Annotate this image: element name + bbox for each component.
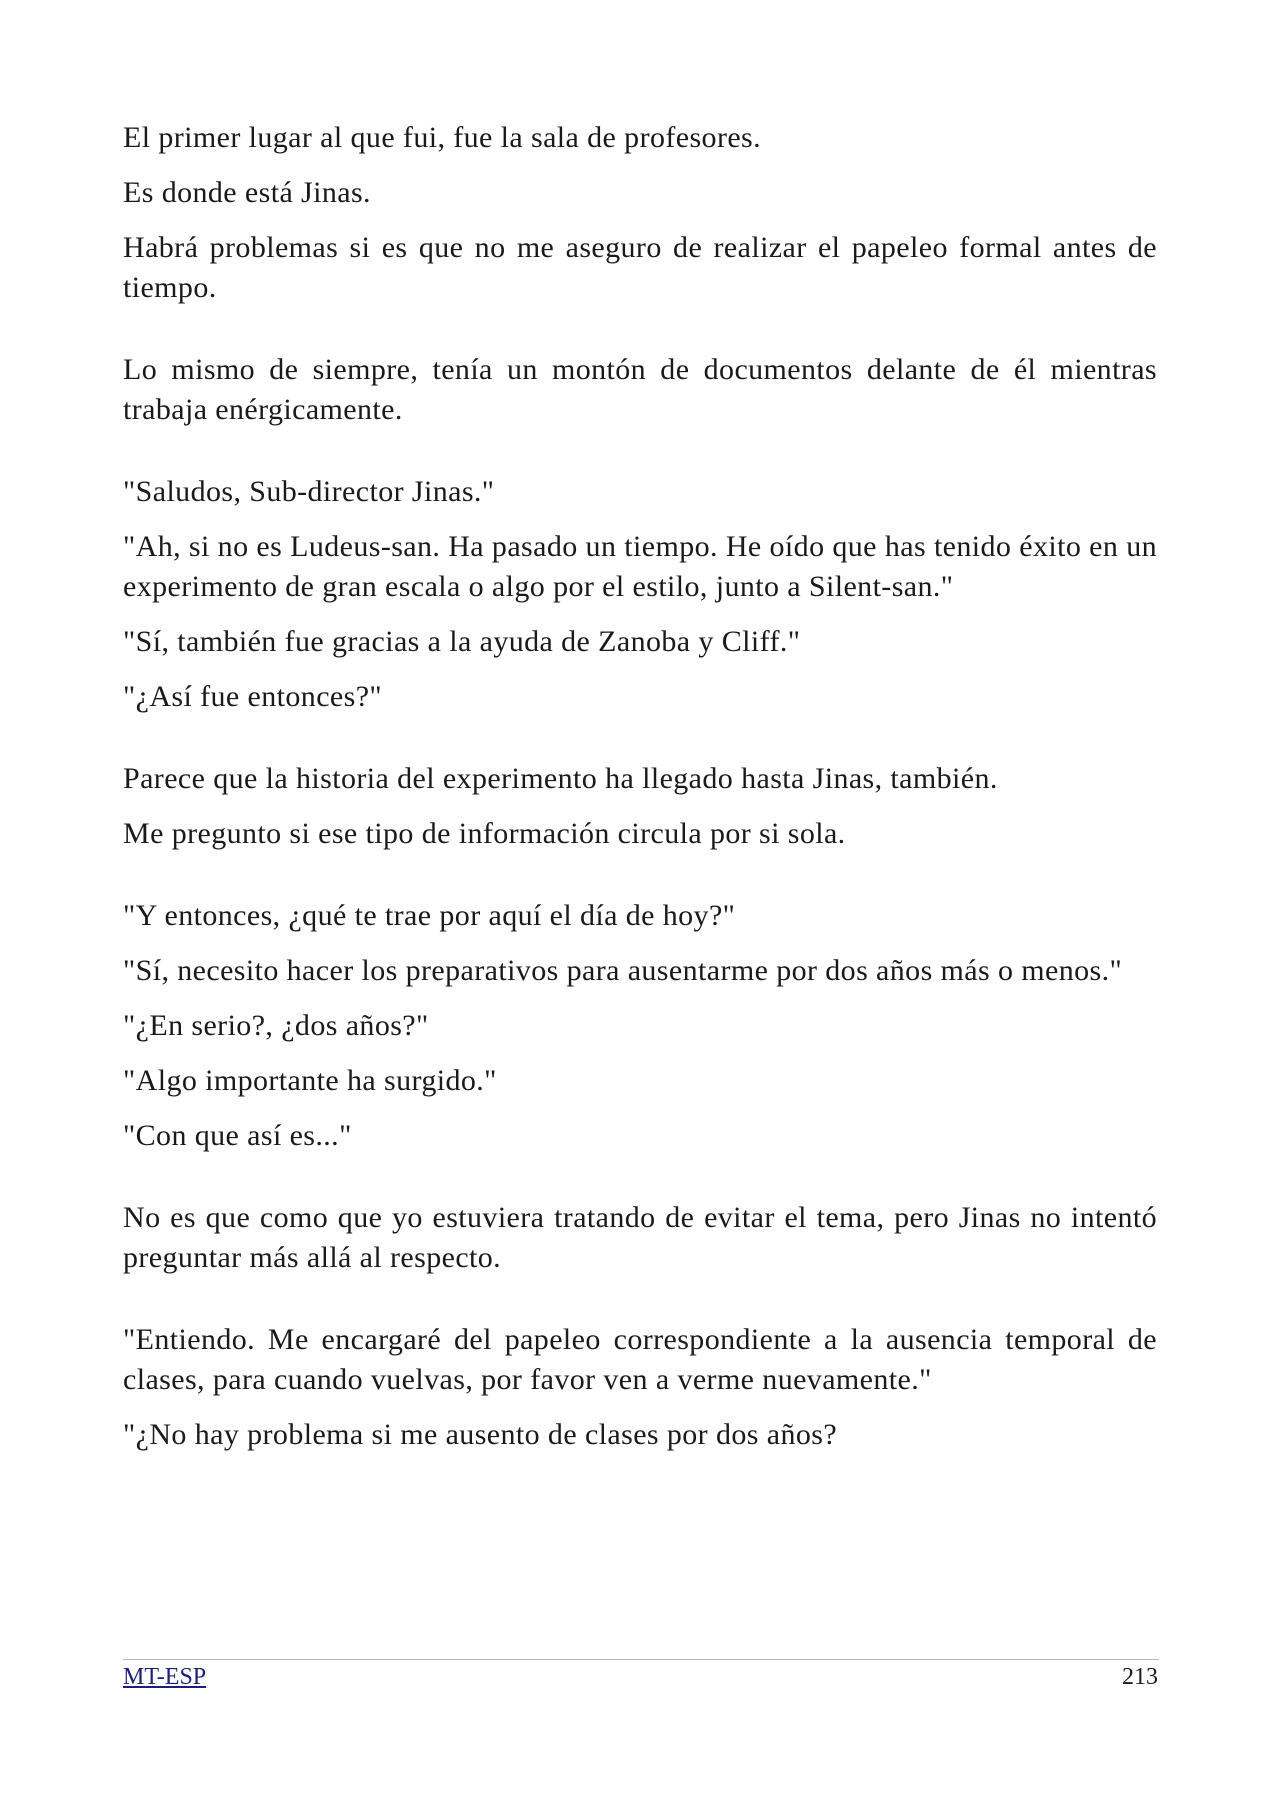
dialogue-line: "¿No hay problema si me ausento de clases por dos años? [123, 1418, 838, 1451]
footer-link[interactable]: MT-ESP [123, 1664, 207, 1690]
dialogue-line: "Sí, necesito hacer los preparativos para ausentarme por dos años más o menos." [123, 954, 1123, 987]
paragraph: Habrá problemas si es que no me aseguro de realizar el papeleo formal antes de tiempo. [123, 231, 1157, 304]
dialogue-line: "Y entonces, ¿qué te trae por aquí el día de hoy?" [123, 899, 736, 932]
paragraph: Es donde está Jinas. [123, 176, 371, 209]
paragraph: El primer lugar al que fui, fue la sala de profesores. [123, 121, 762, 154]
paragraph: Lo mismo de siempre, tenía un montón de documentos delante de él mientras trabaja enérgicamente. [123, 353, 1157, 426]
dialogue-line: "Ah, si no es Ludeus-san. Ha pasado un tiempo. He oído que has tenido éxito en un experimento de gran escala o algo por el estilo, junto a Silent-san." [123, 530, 1157, 603]
footer-divider [123, 1659, 1159, 1660]
dialogue-line: "Sí, también fue gracias a la ayuda de Zanoba y Cliff." [123, 625, 801, 658]
dialogue-line: "¿En serio?, ¿dos años?" [123, 1009, 429, 1042]
dialogue-line: "Saludos, Sub-director Jinas." [123, 475, 495, 508]
dialogue-line: "Con que así es..." [123, 1119, 352, 1152]
dialogue-line: "Entiendo. Me encargaré del papeleo correspondiente a la ausencia temporal de clases, para cuando vuelvas, por favor ven a verme nuevamente." [123, 1323, 1157, 1396]
page-number: 213 [1122, 1664, 1158, 1690]
page-body [123, 118, 1157, 1455]
paragraph: No es que como que yo estuviera tratando de evitar el tema, pero Jinas no intentó preguntar más allá al respecto. [123, 1201, 1157, 1274]
paragraph: Parece que la historia del experimento ha llegado hasta Jinas, también. [123, 762, 998, 795]
paragraph: Me pregunto si ese tipo de información circula por si sola. [123, 817, 846, 850]
dialogue-line: "¿Así fue entonces?" [123, 680, 383, 713]
dialogue-line: "Algo importante ha surgido." [123, 1064, 497, 1097]
